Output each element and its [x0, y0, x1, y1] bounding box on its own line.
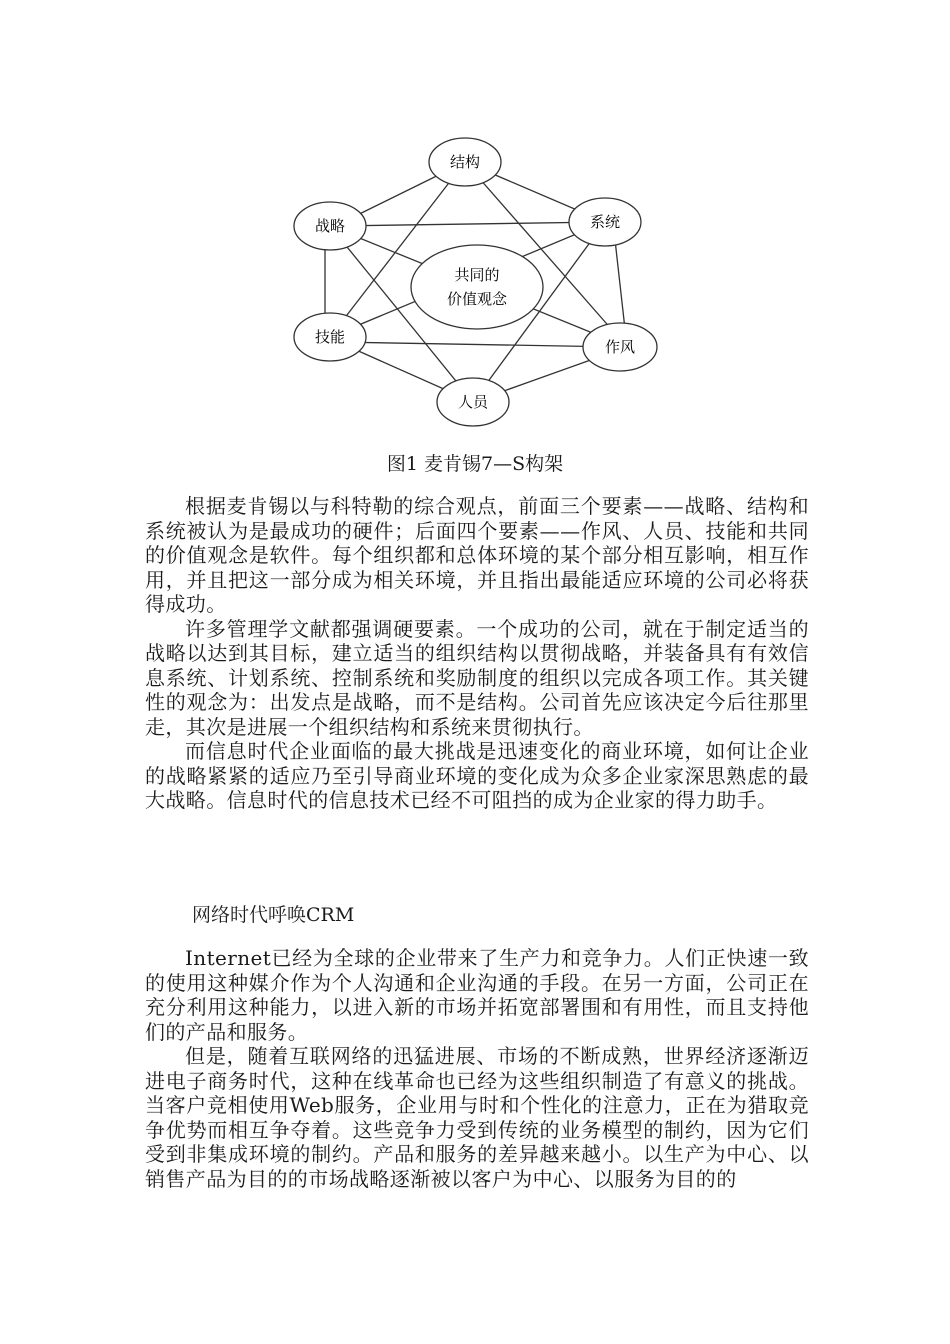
paragraph: 而信息时代企业面临的最大挑战是迅速变化的商业环境，如何让企业的战略紧紧的适应乃至引导商业环境的变化成为众多企业家深思熟虑的最大战略。信息时代的信息技术已经不可阻挡的成为企业家的得力助手。 — [145, 739, 809, 812]
node-skills-label: 技能 — [314, 328, 346, 346]
paragraph: Internet已经为全球的企业带来了生产力和竞争力。人们正快速一致的使用这种媒介作为个人沟通和企业沟通的手段。在另一方面，公司正在充分利用这种能力，以进入新的市场并拓宽部署围和有用性，而且支持他们的产品和服务。 — [145, 946, 809, 1044]
node-staff-label: 人员 — [457, 393, 489, 411]
node-shared-values-label-line1: 共同的 — [454, 266, 500, 284]
node-strategy-label: 战略 — [314, 217, 346, 235]
figure-caption: 图1 麦肯锡7—S构架 — [386, 453, 564, 475]
section-1-body — [145, 494, 809, 813]
section-heading: 网络时代呼唤CRM — [192, 904, 355, 926]
paragraph: 但是，随着互联网络的迅猛进展、市场的不断成熟，世界经济逐渐迈进电子商务时代，这种在线革命也已经为这些组织制造了有意义的挑战。当客户竞相使用Web服务，企业用与时和个性化的注意力，正在为猎取竞争优势而相互争夺着。这些竞争力受到传统的业务模型的制约，因为它们受到非集成环境的制约。产品和服务的差异越来越小。以生产为中心、以销售产品为目的的市场战略逐渐被以客户为中心、以服务为目的的 — [145, 1044, 809, 1191]
paragraph: 根据麦肯锡以与科特勒的综合观点，前面三个要素——战略、结构和系统被认为是最成功的硬件；后面四个要素——作风、人员、技能和共同的价值观念是软件。每个组织都和总体环境的某个部分相互影响，相互作用，并且把这一部分成为相关环境，并且指出最能适应环境的公司必将获得成功。 — [145, 494, 809, 616]
node-shared-values — [411, 245, 543, 329]
section-2-body — [145, 946, 809, 1191]
node-systems-label: 系统 — [589, 213, 621, 231]
node-shared-values-label-line2: 价值观念 — [446, 290, 508, 308]
node-style-label: 作风 — [604, 338, 636, 356]
mckinsey-7s-diagram — [280, 130, 680, 440]
node-structure-label: 结构 — [449, 153, 481, 171]
paragraph: 许多管理学文献都强调硬要素。一个成功的公司，就在于制定适当的战略以达到其目标，建立适当的组织结构以贯彻战略，并装备具有有效信息系统、计划系统、控制系统和奖励制度的组织以完成各项工作。其关键性的观念为：出发点是战略，而不是结构。公司首先应该决定今后往那里走，其次是进展一个组织结构和系统来贯彻执行。 — [145, 616, 809, 739]
